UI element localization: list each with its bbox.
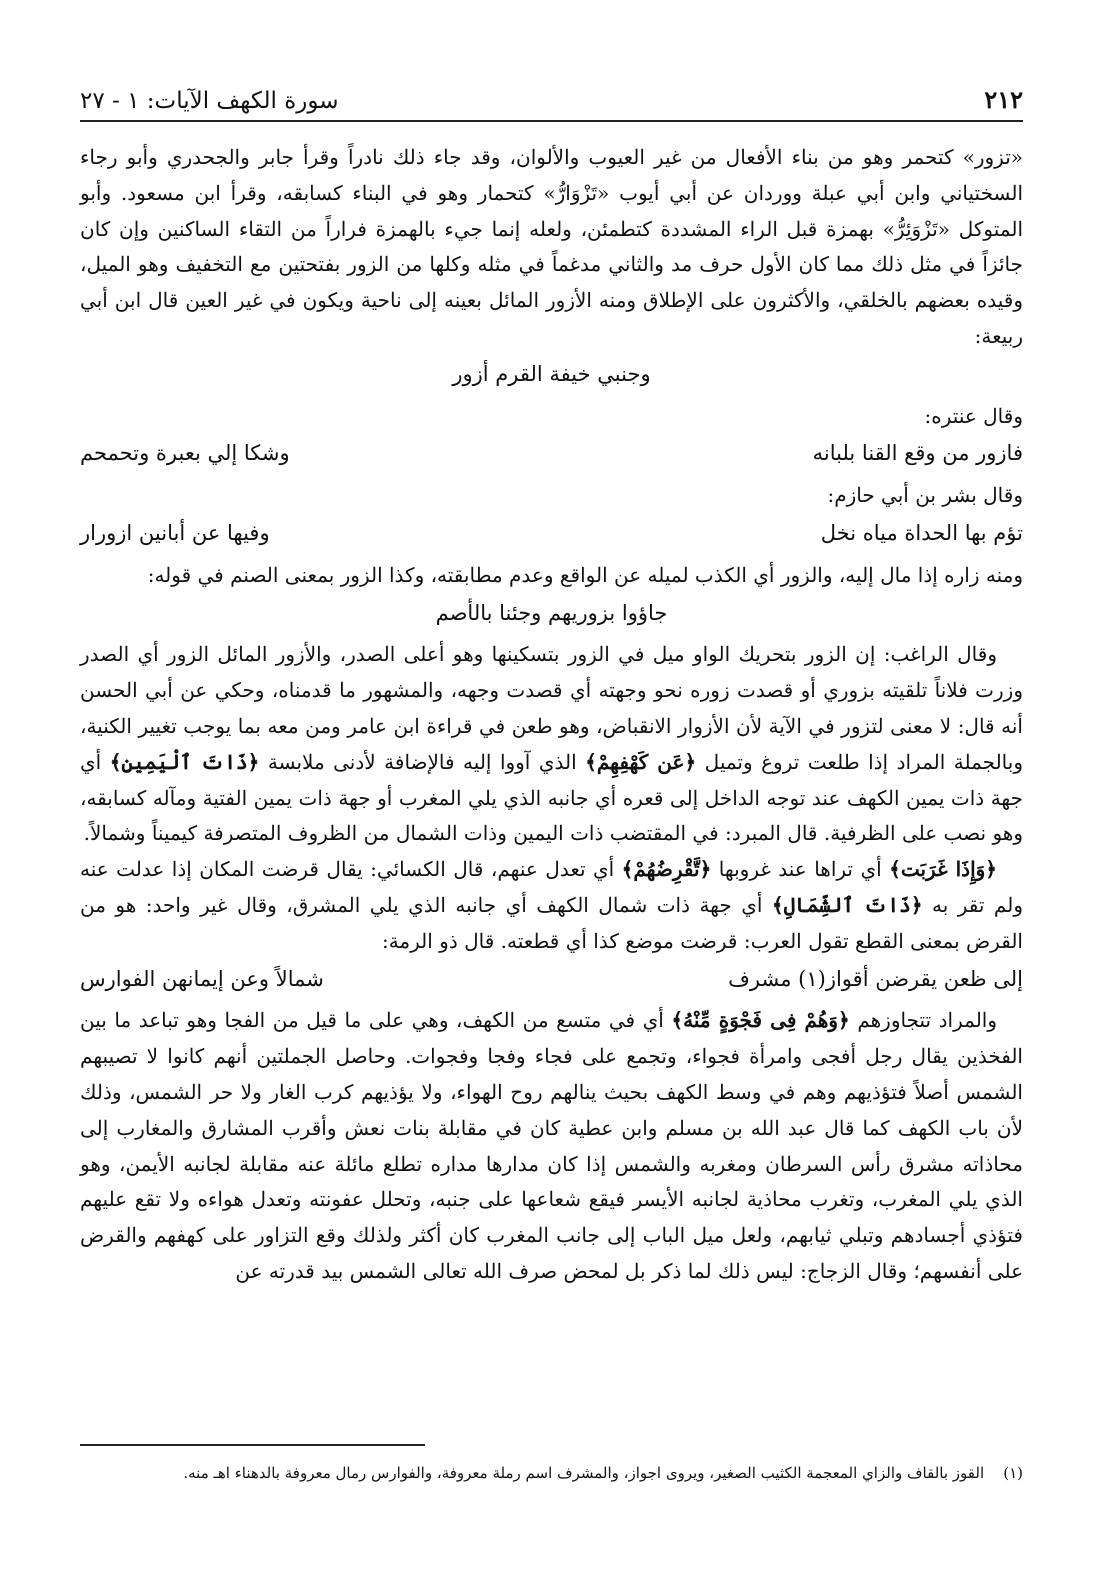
paragraph-5 [80,1003,1023,1289]
paragraph-1: «تزور» كتحمر وهو من بناء الأفعال من غير العيوب والألوان، وقد جاء ذلك نادراً وقرأ جابر والجحدري وأبو رجاء السختياني وابن أبي عبلة ووردان عن أبي أيوب «تَزْوَارُّ» كتحمار وهو في البناء كسابقه، وقرأ ابن مسعود. وأبو المتوكل «تَزْوَئِرُّ» بهمزة قبل الراء المشددة كتطمئن، ولعله إنما جيء بالهمزة فراراً من التقاء الساكنين وإن كان جائزاً في مثل ذلك مما كان الأول حرف مد والثاني مدغماً في مثله وكلها من الزور بفتحتين مع التخفيف وهو الميل، وقيده بعضهم بالخلقي، والأكثرون على الإطلاق ومنه الأزور المائل بعينه إلى ناحية ويكون في غير العين قال ابن أبي ربيعة: [80,145,1023,348]
footnote-separator [80,1444,425,1446]
verse-2-first-hemistich: فازور من وقع القنا بلبانه [812,441,1023,466]
verse-1: وجنبي خيفة القرم أزور [452,361,651,386]
paragraph-3-text-b: الذي آووا إليه فالإضافة لأدنى ملابسة [259,749,586,774]
verse-intro-bishr: وقال بشر بن أبي حازم: [827,483,1023,508]
paragraph-3-text-a: وقال الراغب: إن الزور بتحريك الواو ميل في الزور بتسكينها وهو أعلى الصدر، والأزور المائل الزور أي الصدر وزرت فلاناً تلقيته بزوري أو قصدت زوره نحو وجهته أي قصدت وجهه، والمشهور ما قدمناه، وحكي عن أبي الحسن أنه قال: لا معنى لتزور في الآية لأن الأزوار الانقباض، وهو طعن في قراءة ابن عامر ومن معه بما يوجب تغيير الكنية، وبالجملة المراد إذا طلعت تروغ وتميل [80,642,1024,774]
paragraph-3 [80,637,1023,852]
quran-quote: ﴿وَإِذَا غَرَبَت﴾ [889,857,998,882]
footnote-text: القوز بالقاف والزاي المعجمة الكثيب الصغير، ويروى اجواز، والمشرف اسم رملة معروفة، والفوارس رمال معروفة بالدهناء اهـ منه. [183,1464,985,1482]
verse-5-first-hemistich: إلى ظعن يقرضن أقواز(١) مشرف [728,966,1023,991]
verse-3-first-hemistich: تؤم بها الحداة مياه نخل [820,520,1023,545]
page-number: ٢١٢ [984,85,1023,114]
verse-3 [80,516,1023,552]
verse-2 [80,436,1023,472]
paragraph-4-text-c: أي جهة ذات شمال الكهف أي جانبه الذي يلي المشرق، وقال غير واحد: هو من القرض بمعنى القطع تقول العرب: قرضت موضع كذا أي قطعته. قال ذو الرمة: [80,892,1023,953]
verse-4: جاؤوا بزوريهم وجئنا بالأصم [435,600,668,625]
quran-quote: ﴿ذَاتَ ٱلشِّمَالِ﴾ [771,892,923,917]
running-title: سورة الكهف الآيات: ١ - ٢٧ [80,88,339,114]
paragraph-5-text-b: أي في متسع من الكهف، وهي على ما قيل من الفجا وهو تباعد ما بين الفخذين يقال رجل أفجى وامرأة فجواء، وتجمع على فجاء وفجا وفجوات. وحاصل الجملتين أنهم كانوا لا تصيبهم الشمس أصلاً فتؤذيهم وهم في وسط الكهف بحيث ينالهم روح الهواء، ولا يؤذيهم كرب الغار ولا حر الشمس، وذلك لأن باب الكهف كما قال عبد الله بن مسلم وابن عطية كان في مقابلة بنات نعش وأقرب المشارق والمغارب إلى محاذاته مشرق رأس السرطان ومغربه والشمس إذا كان مدارها مداره تطلع مائلة عنه مقابلة لجانبه الأيمن، وهو الذي يلي المغرب، وتغرب محاذية لجانبه الأيسر فيقع شعاعها على جنبه، وتحلل عفونته وتعدل هواءه ولا تقع عليهم فتؤذي أجسادهم وتبلي ثيابهم، ولعل ميل الباب إلى جانب المغرب كان أكثر ولذلك وقع التزاور على كهفهم والقرض على أنفسهم؛ وقال الزجاج: ليس ذلك لما ذكر بل لمحض صرف الله تعالى الشمس بيد قدرته عن [80,1008,1023,1283]
paragraph-2: ومنه زاره إذا مال إليه، والزور أي الكذب لميله عن الواقع وعدم مطابقته، وكذا الزور بمعنى الصنم في قوله: [147,562,1023,587]
quran-quote: ﴿وَهُمْ فِى فَجْوَةٍ مِّنْهُ﴾ [671,1008,850,1033]
quran-quote: ﴿عَن كَهْفِهِمْ﴾ [585,749,697,774]
verse-5 [80,962,1023,998]
footnote [80,1462,1023,1484]
main-text [80,140,1023,1290]
verse-5-second-hemistich: شمالاً وعن إيمانهن الفوارس [80,966,324,991]
paragraph-4-text-b: أي تعدل عنهم، قال الكسائي: يقال قرضت المكان إذا عدلت عنه ولم تقر به [80,857,1023,917]
quran-quote: ﴿تَّقْرِضُهُمْ﴾ [621,857,712,882]
verse-intro-antara: وقال عنتره: [924,403,1023,428]
verse-3-second-hemistich: وفيها عن أبانين ازورار [80,520,270,545]
paragraph-3-text-c: أي جهة ذات يمين الكهف عند توجه الداخل إلى قعره أي جانبه الذي يلي المغرب أو جهة ذات يمين الفتية ومآله كسابقه، وهو نصب على الظرفية. قال المبرد: في المقتضب ذات اليمين وذات الشمال من الظروف المتصرفة كيميناً وشمالاً. [80,749,1023,846]
paragraph-5-text-a: والمراد تتجاوزهم [849,1008,998,1033]
paragraph-4 [80,852,1023,959]
verse-2-second-hemistich: وشكا إلي بعبرة وتحمحم [80,441,290,466]
footnote-marker: (١) [1003,1464,1023,1482]
paragraph-4-text-a: أي تراها عند غروبها [711,857,890,882]
running-header [80,82,1023,122]
quran-quote: ﴿ذَاتَ ٱلْيَمِينِ﴾ [109,749,260,774]
